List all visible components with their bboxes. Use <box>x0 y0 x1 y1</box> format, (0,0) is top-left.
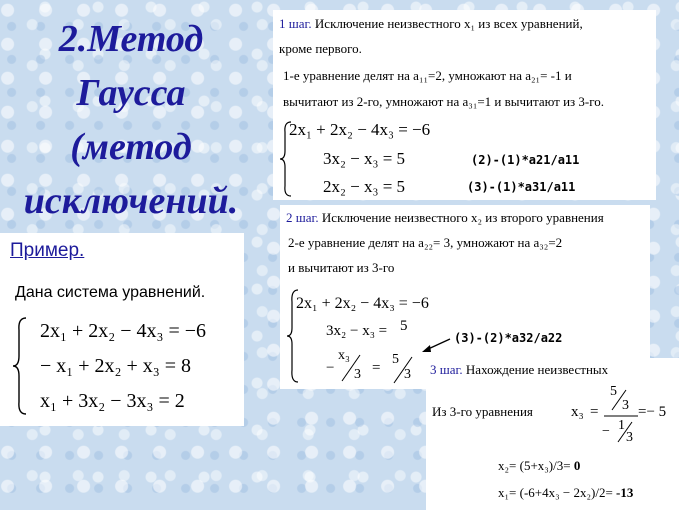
step3-label: 3 шаг. <box>430 362 463 377</box>
step2-label: 2 шаг. <box>286 210 319 225</box>
step2-equation-2: 3x₂ − x₃ = <box>326 323 388 339</box>
step3-x2-line <box>498 458 580 473</box>
example-intro: Дана система уравнений. <box>15 284 206 301</box>
step2-line1 <box>286 210 604 225</box>
step3-x1-value: -13 <box>616 485 634 500</box>
step2-eq3-eq: = <box>372 360 381 376</box>
title-line-4: исключений. <box>23 180 239 222</box>
step1-line2: кроме первого. <box>279 41 362 56</box>
step2-eq3-minus: − <box>326 360 335 376</box>
step3-x3-lhs: x₃ <box>571 404 584 420</box>
arrow-icon <box>420 335 452 355</box>
step2-eq3-den2: 3 <box>404 367 411 382</box>
step3-x3-result: =− 5 <box>638 404 667 420</box>
step1-note-1: (2)-(1)*a21/a11 <box>471 153 580 167</box>
step1-panel <box>273 10 656 200</box>
title-line-2: Гаусса <box>76 72 186 114</box>
step2-line2: 2-е уравнение делят на a₂₂= 3, умножают на a₃₂=2 <box>288 235 563 250</box>
example-equation-1: 2x₁ + 2x₂ − 4x₃ = −6 <box>40 320 207 342</box>
step3-x3-eq: = <box>590 404 599 420</box>
step3-panel <box>426 358 679 510</box>
step1-line4: вычитают из 2-го, умножают на a₃₁=1 и вычитают из 3-го. <box>283 94 605 109</box>
step1-text: Исключение неизвестного x₁ из всех уравнений, <box>314 16 583 31</box>
step3-x1-line <box>498 485 633 500</box>
step2-text: Исключение неизвестного x₂ из второго уравнения <box>321 210 604 225</box>
step1-note-2: (3)-(1)*a31/a11 <box>467 180 576 194</box>
step2-eq3-num: 5 <box>392 352 399 367</box>
step1-equation-2: 3x₂ − x₃ = 5 <box>323 149 406 168</box>
step3-x3-num-bot: 3 <box>622 398 629 413</box>
step1-line1 <box>279 16 583 31</box>
step2-equation-1: 2x₁ + 2x₂ − 4x₃ = −6 <box>296 295 429 312</box>
step3-line1 <box>430 362 608 377</box>
step2-eq3-x3: x₃ <box>338 348 350 363</box>
step3-x3-den-minus: − <box>602 424 610 439</box>
example-heading: Пример. <box>10 240 85 261</box>
example-panel <box>0 233 244 426</box>
step2-equation-2-rhs: 5 <box>400 318 408 334</box>
step2-line3: и вычитают из 3-го <box>288 260 395 275</box>
step2-note: (3)-(2)*a32/a22 <box>454 331 563 345</box>
step3-text: Нахождение неизвестных <box>465 362 609 377</box>
step3-x2-text: x₂= (5+x₃)/3= <box>498 458 571 473</box>
step3-x1-text: x₁= (-6+4x₃ − 2x₂)/2= <box>498 485 613 500</box>
example-equation-2: − x₁ + 2x₂ + x₃ = 8 <box>40 355 192 377</box>
step1-line3: 1-е уравнение делят на a₁₁=2, умножают на a₂₁= -1 и <box>283 68 572 83</box>
title-line-3: (метод <box>70 126 192 168</box>
example-equation-3: x₁ + 3x₂ − 3x₃ = 2 <box>40 390 185 412</box>
step3-x3-den-top: 1 <box>618 418 625 433</box>
step1-equation-3: 2x₂ − x₃ = 5 <box>323 177 406 196</box>
step3-x3-den-bot: 3 <box>626 430 633 445</box>
step3-from-eq: Из 3-го уравнения <box>432 404 533 419</box>
step3-x2-value: 0 <box>573 458 581 473</box>
step2-eq3-den: 3 <box>354 367 361 382</box>
step1-equation-1: 2x₁ + 2x₂ − 4x₃ = −6 <box>289 120 431 139</box>
title-line-1: 2.Метод <box>58 18 204 60</box>
step1-label: 1 шаг. <box>279 16 312 31</box>
slide-title <box>0 12 262 228</box>
step3-x3-num-top: 5 <box>610 384 617 399</box>
example-brace <box>12 316 28 416</box>
